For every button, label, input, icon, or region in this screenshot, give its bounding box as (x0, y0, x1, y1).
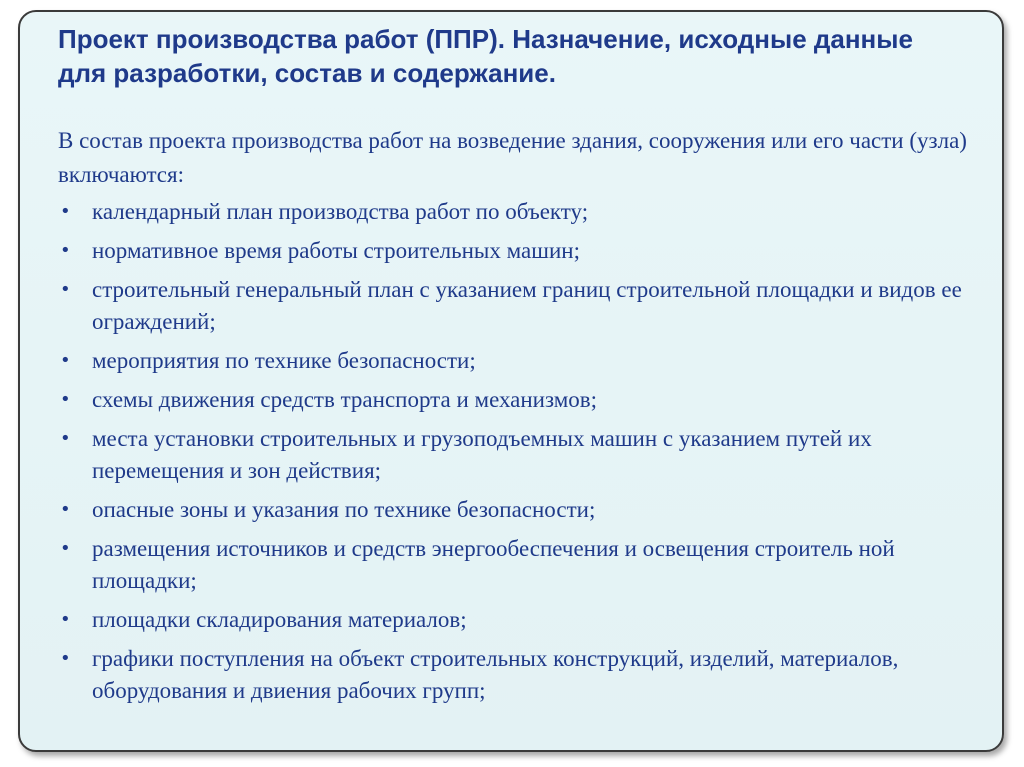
list-item (58, 604, 978, 636)
bullet-icon: • (60, 538, 71, 559)
list-item (58, 384, 978, 416)
list-item-text: размещения источников и средств энергообеспечения и освещения строитель ной площадки; (92, 536, 895, 593)
list-item (58, 533, 978, 597)
content-list (58, 196, 978, 714)
bullet-icon: • (60, 240, 71, 261)
list-item-text: площадки складирования материалов; (92, 607, 467, 632)
list-item-text: строительный генеральный план с указанием границ строительной площадки и видов ее ограждений; (92, 277, 962, 334)
list-item-text: нормативное время работы строительных машин; (92, 238, 580, 263)
list-item-text: графики поступления на объект строительных конструкций, изделий, материалов, оборудования и двиения рабочих групп; (92, 646, 899, 703)
bullet-icon: • (60, 609, 71, 630)
list-item (58, 235, 978, 267)
list-item (58, 274, 978, 338)
slide-panel (18, 10, 1004, 752)
bullet-icon: • (60, 428, 71, 449)
list-item-text: места установки строительных и грузоподъемных машин с указанием путей их перемещения и зон действия; (92, 426, 872, 483)
bullet-icon: • (60, 201, 71, 222)
list-item (58, 196, 978, 228)
list-item (58, 494, 978, 526)
list-item-text: схемы движения средств транспорта и механизмов; (92, 387, 598, 412)
list-item (58, 345, 978, 377)
list-item-text: опасные зоны и указания по технике безопасности; (92, 497, 596, 522)
bullet-icon: • (60, 279, 71, 300)
slide-title: Проект производства работ (ППР). Назначение, исходные данные для разработки, состав и содержание. (58, 24, 913, 88)
intro-paragraph: В состав проекта производства работ на возведение здания, сооружения или его части (узла) включаются: (58, 128, 967, 187)
bullet-icon: • (60, 389, 71, 410)
list-item-text: календарный план производства работ по объекту; (92, 199, 589, 224)
bullet-icon: • (60, 350, 71, 371)
list-item-text: мероприятия по технике безопасности; (92, 348, 476, 373)
bullet-icon: • (60, 648, 71, 669)
list-item (58, 423, 978, 487)
list-item (58, 643, 978, 707)
bullet-icon: • (60, 499, 71, 520)
